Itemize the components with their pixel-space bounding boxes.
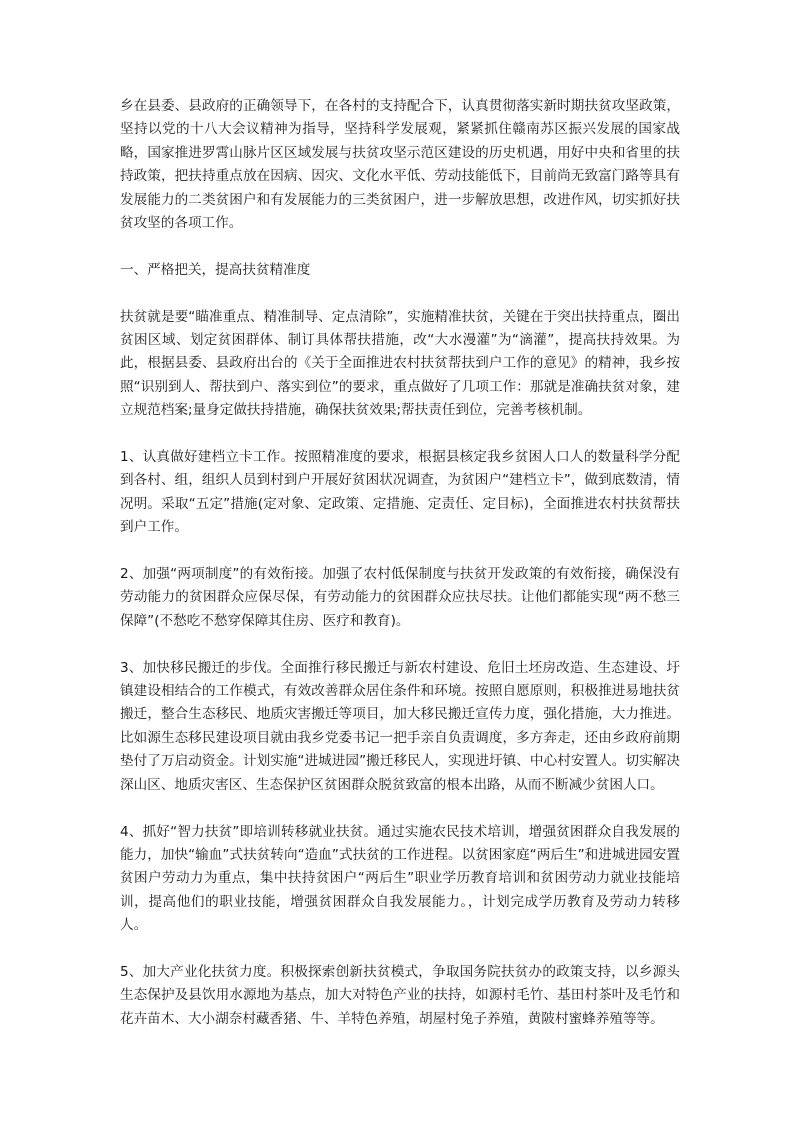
item-4-paragraph: 4、抓好“智力扶贫”即培训转移就业扶贫。通过实施农民技术培训，增强贫困群众自我发展的能力，加快“输血”式扶贫转向“造血”式扶贫的工作进程。以贫困家庭“两后生”和进城进园安置贫困户劳动力为重点，集中扶持贫困户“两后生”职业学历教育培训和贫困劳动力就业技能培训，提高他们的职业技能，增强贫困群众自我发展能力。，计划完成学历教育及劳动力转移人。 [120,823,680,934]
section-heading: 一、严格把关，提高扶贫精准度 [120,261,311,278]
section-body-paragraph: 扶贫就是要“瞄准重点、精准制导、定点清除”，实施精准扶贫，关键在于突出扶持重点，圈出贫困区域、划定贫困群体、制订具体帮扶措施，改“大水漫灌”为“滴灌”，提高扶持效果。为此，根据县委、县政府出台的《关于全面推进农村扶贫帮扶到户工作的意见》的精神，我乡按照“识别到人、帮扶到户、落实到位”的要求，重点做好了几项工作：那就是准确扶贫对象，建立规范档案;量身定做扶持措施，确保扶贫效果;帮扶责任到位，完善考核机制。 [120,308,680,419]
item-5-paragraph: 5、加大产业化扶贫力度。积极探索创新扶贫模式，争取国务院扶贫办的政策支持，以乡源头生态保护及县饮用水源地为基点，加大对特色产业的扶持，如源村毛竹、基田村茶叶及毛竹和花卉苗木、大小湖奈村藏香猪、牛、羊特色养殖，胡屋村兔子养殖，黄陂村蜜蜂养殖等等。 [120,963,680,1027]
intro-paragraph: 乡在县委、县政府的正确领导下，在各村的支持配合下，认真贯彻落实新时期扶贫攻坚政策，坚持以党的十八大会议精神为指导，坚持科学发展观，紧紧抓住赣南苏区振兴发展的国家战略，国家推进罗霄山脉片区区域发展与扶贫攻坚示范区建设的历史机遇，用好中央和省里的扶持政策，把扶持重点放在因病、因灾、文化水平低、劳动技能低下，目前尚无致富门路等具有发展能力的二类贫困户和有发展能力的三类贫困户，进一步解放思想，改进作风，切实抓好扶贫攻坚的各项工作。 [120,98,680,232]
item-3-paragraph: 3、加快移民搬迁的步伐。全面推行移民搬迁与新农村建设、危旧土坯房改造、生态建设、圩镇建设相结合的工作模式，有效改善群众居住条件和环境。按照自愿原则，积极推进易地扶贫搬迁，整合生态移民、地质灾害搬迁等项目，加大移民搬迁宣传力度，强化措施，大力推进。比如源生态移民建设项目就由我乡党委书记一把手亲自负责调度，多方奔走，还由乡政府前期垫付了万启动资金。计划实施“进城进园”搬迁移民人，实现进圩镇、中心村安置人。切实解决深山区、地质灾害区、生态保护区贫困群众脱贫致富的根本出路，从而不断减少贫困人口。 [120,659,680,793]
item-1-paragraph: 1、认真做好建档立卡工作。按照精准度的要求，根据县核定我乡贫困人口人的数量科学分配到各村、组，组织人员到村到户开展好贫困状况调查，为贫困户“建档立卡”，做到底数清，情况明。采取“五定”措施(定对象、定政策、定措施、定责任、定目标)，全面推进农村扶贫帮扶到户工作。 [120,449,680,536]
document-page [120,95,680,1055]
item-2-paragraph: 2、加强“两项制度”的有效衔接。加强了农村低保制度与扶贫开发政策的有效衔接，确保没有劳动能力的贫困群众应保尽保，有劳动能力的贫困群众应扶尽扶。让他们都能实现“两不愁三保障”(不愁吃不愁穿保障其住房、医疗和教育)。 [120,566,680,629]
